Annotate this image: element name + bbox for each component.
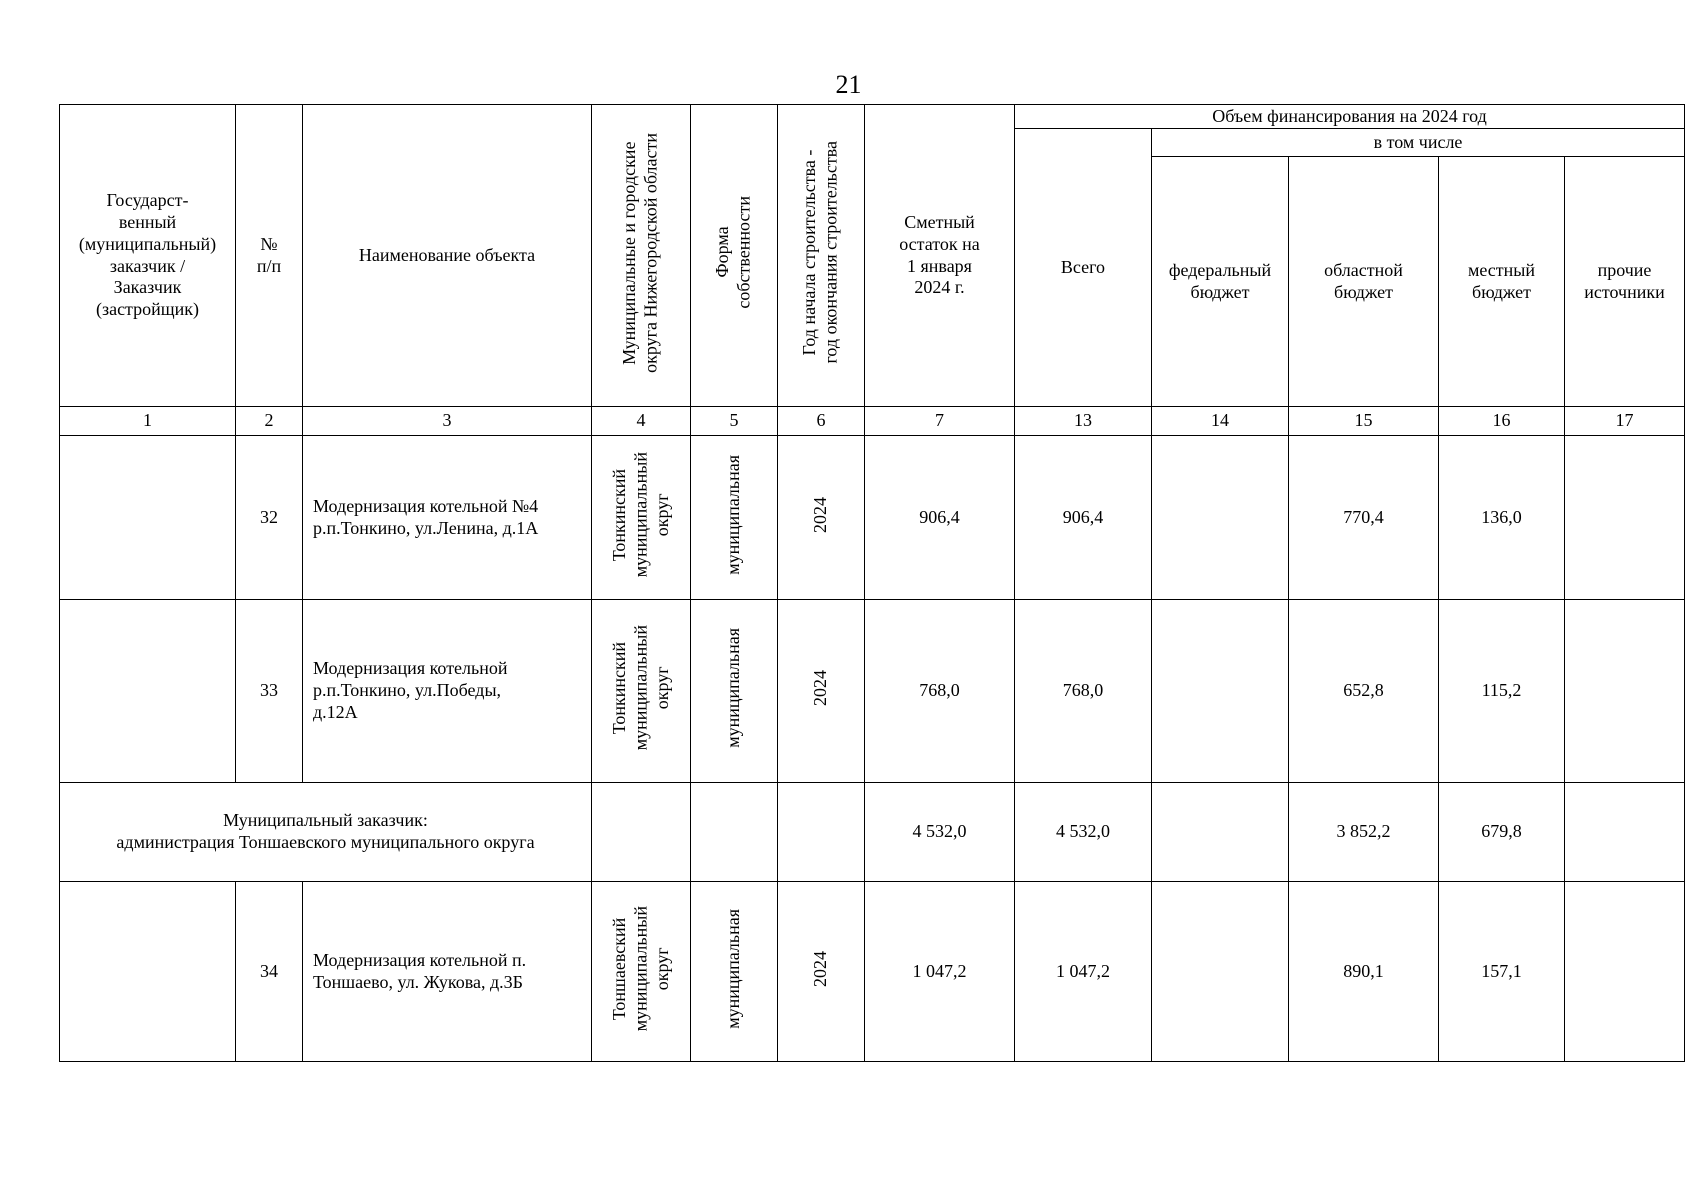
year-text: 2024 (810, 496, 831, 533)
cell-year (778, 882, 865, 1062)
cell-federal (1152, 436, 1289, 600)
column-number: 14 (1152, 407, 1289, 436)
header-total: Всего (1015, 129, 1152, 407)
cell-regional: 770,4 (1289, 436, 1439, 600)
column-number: 7 (865, 407, 1015, 436)
header-ownership-line-1: Форма (712, 226, 733, 279)
summary-ownership (691, 783, 778, 882)
table-row (60, 882, 1685, 1062)
column-numbers-row (60, 407, 1685, 436)
header-federal: федеральный бюджет (1152, 157, 1289, 407)
cell-federal (1152, 882, 1289, 1062)
cell-number: 33 (236, 600, 303, 783)
header-number: № п/п (236, 105, 303, 407)
district-line: Тонкинский (608, 468, 629, 561)
cell-customer (60, 600, 236, 783)
header-district (592, 105, 691, 407)
header-district-line-2: округа Нижегородской области (641, 132, 661, 373)
cell-year (778, 436, 865, 600)
district-line: муниципальный (630, 625, 651, 751)
summary-local: 679,8 (1439, 783, 1565, 882)
cell-estimate: 1 047,2 (865, 882, 1015, 1062)
cell-customer (60, 882, 236, 1062)
cell-object-name: Модернизация котельной р.п.Тонкино, ул.Победы, д.12А (303, 600, 592, 783)
summary-other (1565, 783, 1685, 882)
header-years-line-1: Год начала строительства - (799, 149, 820, 356)
summary-row (60, 783, 1685, 882)
header-funding-title: Объем финансирования на 2024 год (1015, 105, 1685, 129)
cell-ownership (691, 600, 778, 783)
summary-year (778, 783, 865, 882)
cell-year (778, 600, 865, 783)
cell-local: 115,2 (1439, 600, 1565, 783)
header-row-1 (60, 105, 1685, 129)
column-number: 1 (60, 407, 236, 436)
column-number: 2 (236, 407, 303, 436)
cell-estimate: 768,0 (865, 600, 1015, 783)
summary-label: Муниципальный заказчик: администрация Тоншаевского муниципального округа (60, 783, 592, 882)
column-number: 5 (691, 407, 778, 436)
summary-regional: 3 852,2 (1289, 783, 1439, 882)
column-number: 13 (1015, 407, 1152, 436)
district-line: округ (651, 666, 672, 710)
district-line: округ (651, 493, 672, 536)
cell-ownership (691, 436, 778, 600)
column-number: 3 (303, 407, 592, 436)
header-other: прочие источники (1565, 157, 1685, 407)
summary-estimate: 4 532,0 (865, 783, 1015, 882)
summary-district (592, 783, 691, 882)
cell-district (592, 882, 691, 1062)
district-line: Тонкинский (608, 641, 629, 735)
financing-table (59, 104, 1685, 1062)
cell-total: 768,0 (1015, 600, 1152, 783)
year-text: 2024 (810, 950, 831, 987)
header-customer: Государст- венный (муниципальный) заказчик / Заказчик (застройщик) (60, 105, 236, 407)
column-number: 17 (1565, 407, 1685, 436)
ownership-text: муниципальная (723, 908, 744, 1029)
cell-object-name: Модернизация котельной №4 р.п.Тонкино, ул.Ленина, д.1А (303, 436, 592, 600)
ownership-text: муниципальная (723, 628, 744, 748)
cell-district (592, 600, 691, 783)
column-number: 16 (1439, 407, 1565, 436)
header-ownership-line-2: собственности (734, 196, 754, 309)
cell-object-name: Модернизация котельной п. Тоншаево, ул. Жукова, д.3Б (303, 882, 592, 1062)
summary-total: 4 532,0 (1015, 783, 1152, 882)
cell-district (592, 436, 691, 600)
cell-other (1565, 600, 1685, 783)
cell-local: 157,1 (1439, 882, 1565, 1062)
ownership-text: муниципальная (723, 454, 744, 575)
column-number: 4 (592, 407, 691, 436)
cell-other (1565, 436, 1685, 600)
header-local: местный бюджет (1439, 157, 1565, 407)
district-line: муниципальный (630, 451, 651, 578)
summary-federal (1152, 783, 1289, 882)
cell-regional: 890,1 (1289, 882, 1439, 1062)
district-line: округ (651, 947, 672, 990)
cell-regional: 652,8 (1289, 600, 1439, 783)
header-years-line-2: год окончания строительства (821, 141, 841, 364)
cell-total: 906,4 (1015, 436, 1152, 600)
cell-federal (1152, 600, 1289, 783)
header-including: в том числе (1152, 129, 1685, 157)
cell-local: 136,0 (1439, 436, 1565, 600)
table-row (60, 436, 1685, 600)
cell-other (1565, 882, 1685, 1062)
cell-customer (60, 436, 236, 600)
header-object-name: Наименование объекта (303, 105, 592, 407)
column-number: 15 (1289, 407, 1439, 436)
cell-ownership (691, 882, 778, 1062)
header-estimate: Сметный остаток на 1 января 2024 г. (865, 105, 1015, 407)
district-line: муниципальный (630, 905, 651, 1032)
cell-estimate: 906,4 (865, 436, 1015, 600)
header-regional: областной бюджет (1289, 157, 1439, 407)
cell-total: 1 047,2 (1015, 882, 1152, 1062)
year-text: 2024 (810, 670, 831, 707)
header-years (778, 105, 865, 407)
district-line: Тоншаевский (608, 917, 629, 1020)
table-row (60, 600, 1685, 783)
header-ownership (691, 105, 778, 407)
cell-number: 34 (236, 882, 303, 1062)
column-number: 6 (778, 407, 865, 436)
header-district-line-1: Муниципальные и городские (619, 140, 640, 365)
page-number: 21 (835, 70, 862, 99)
cell-number: 32 (236, 436, 303, 600)
